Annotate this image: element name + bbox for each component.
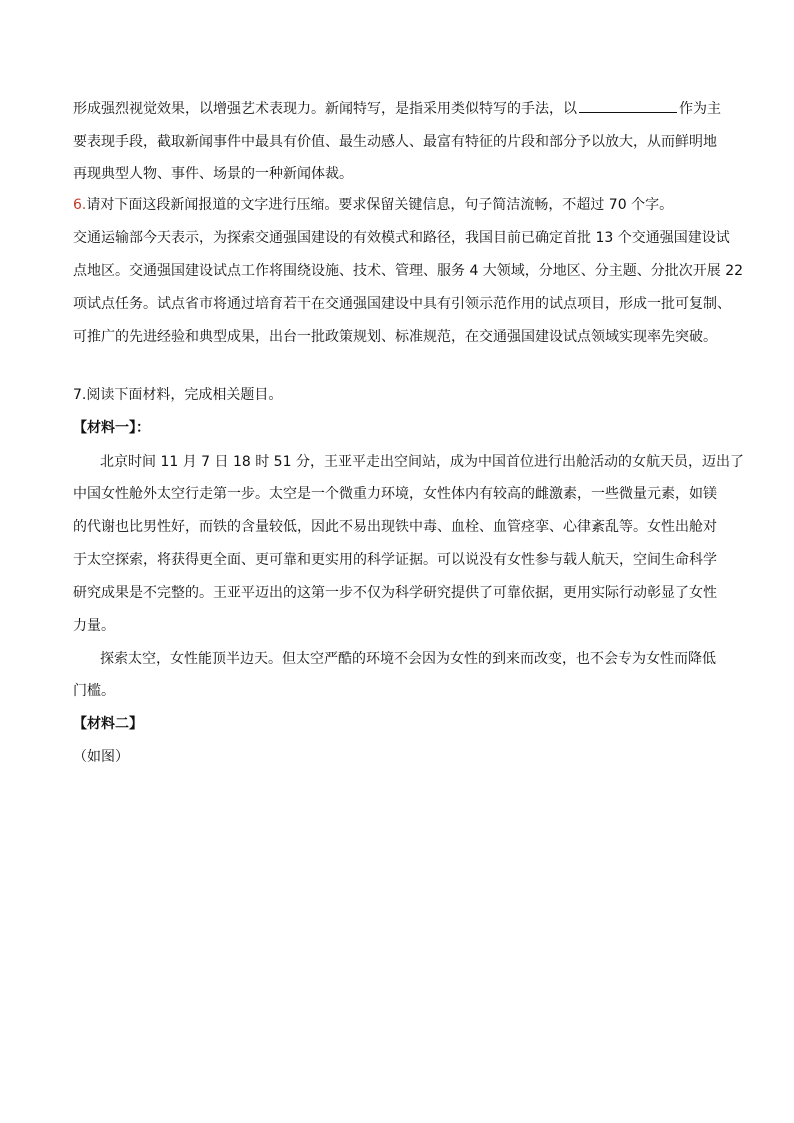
passage-line-3: 再现典型人物、事件、场景的一种新闻体裁。 — [73, 166, 353, 182]
material-1-line: 北京时间 11 月 7 日 18 时 51 分，王亚平走出空间站，成为中国首位进行出舱活动的女航天员，迈出了 — [100, 454, 744, 470]
question-6-text-line: 交通运输部今天表示，为探索交通强国建设的有效模式和路径，我国目前已确定首批 13 个交通强国建设试 — [73, 230, 730, 246]
material-1-line: 力量。 — [73, 618, 115, 634]
material-2-note: （如图） — [73, 749, 129, 765]
question-7-prompt: 7.阅读下面材料，完成相关题目。 — [73, 387, 283, 403]
material-1-line: 于太空探索，将获得更全面、更可靠和更实用的科学证据。可以说没有女性参与载人航天，空间生命科学 — [73, 552, 717, 568]
question-6-text-line: 项试点任务。试点省市将通过培育若干在交通强国建设中具有引领示范作用的试点项目，形成一批可复制、 — [73, 296, 731, 312]
fill-in-blank[interactable] — [579, 98, 677, 113]
material-1-line: 研究成果是不完整的。王亚平迈出的这第一步不仅为科学研究提供了可靠依据，更用实际行动彰显了女性 — [73, 585, 717, 601]
question-6-text-line: 点地区。交通强国建设试点工作将围绕设施、技术、管理、服务 4 大领域，分地区、分主题、分批次开展 22 — [73, 263, 744, 279]
passage-line-2: 要表现手段，截取新闻事件中最具有价值、最生动感人、最富有特征的片段和部分予以放大，从而鲜明地 — [73, 134, 717, 150]
passage-line-1-after: 作为主 — [679, 101, 721, 117]
material-2-heading: 【材料二】 — [73, 716, 143, 732]
question-6-text-line: 可推广的先进经验和典型成果，出台一批政策规划、标准规范，在交通强国建设试点领域实现率先突破。 — [73, 329, 717, 345]
material-1-line: 中国女性舱外太空行走第一步。太空是一个微重力环境，女性体内有较高的雌激素，一些微量元素，如镁 — [73, 486, 717, 502]
passage-line-1-before: 形成强烈视觉效果，以增强艺术表现力。新闻特写，是指采用类似特写的手法，以 — [73, 101, 577, 117]
material-1-line: 的代谢也比男性好，而铁的含量较低，因此不易出现铁中毒、血栓、血管痉挛、心律紊乱等。女性出舱对 — [73, 519, 717, 535]
material-1-para-2-line: 探索太空，女性能顶半边天。但太空严酷的环境不会因为女性的到来而改变，也不会专为女性而降低 — [100, 651, 716, 667]
question-6-prompt: 请对下面这段新闻报道的文字进行压缩。要求保留关键信息，句子简洁流畅，不超过 70 个字。 — [86, 197, 674, 213]
material-1-heading: 【材料一】： — [73, 420, 150, 436]
question-6-number: 6. — [73, 197, 87, 213]
material-1-para-2-line: 门槛。 — [73, 683, 115, 699]
question-6-prompt-line — [73, 195, 673, 215]
passage-line-1 — [73, 98, 721, 119]
